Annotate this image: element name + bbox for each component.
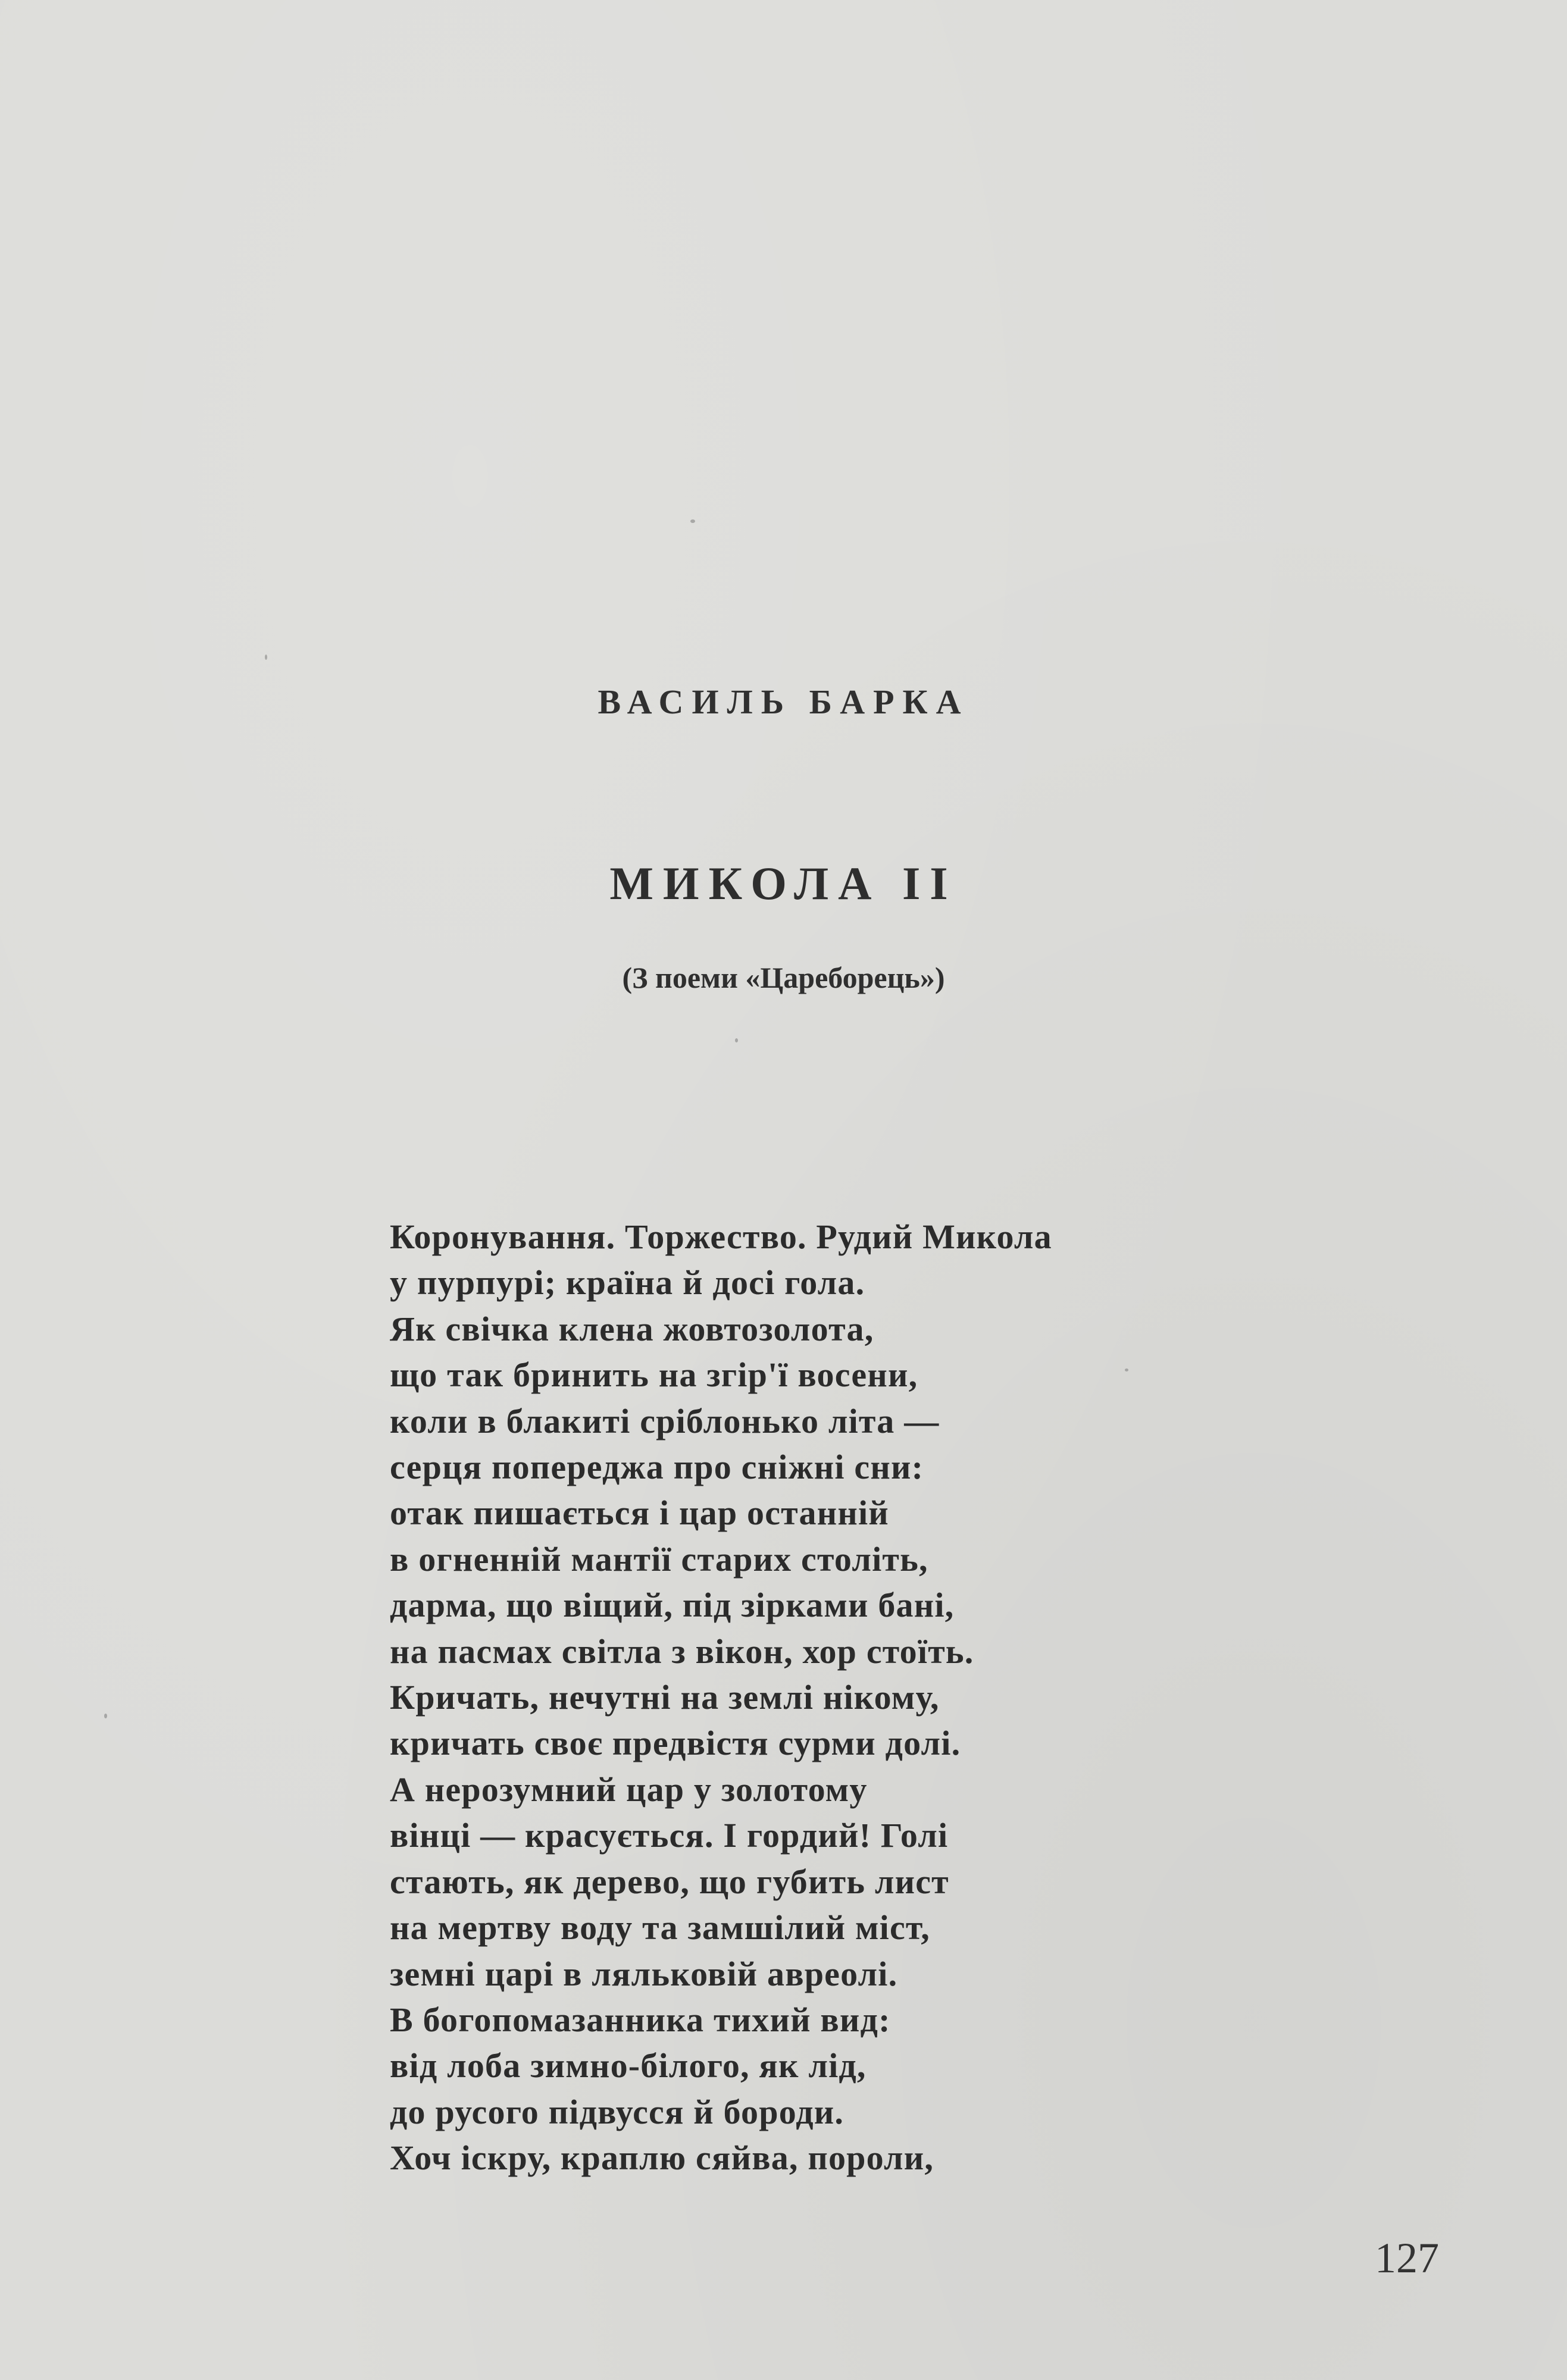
poem-text	[390, 1214, 1283, 2181]
poem-line: А нерозумний цар у золотому	[390, 1770, 868, 1809]
poem-line: вінці — красується. І гордий! Голі	[390, 1816, 949, 1855]
paper-speck	[104, 1714, 107, 1718]
poem-line: коли в блакиті сріблонько літа —	[390, 1401, 940, 1440]
poem-line: Як свічка клена жовтозолота,	[390, 1309, 874, 1348]
poem-line: стають, як дерево, що губить лист	[390, 1862, 949, 1901]
poem-line: Кричать, нечутні на землі нікому,	[390, 1678, 940, 1717]
paper-speck	[690, 519, 695, 523]
poem-line: у пурпурі; країна й досі гола.	[390, 1263, 865, 1302]
poem-line: до русого підвусся й бороди.	[390, 2092, 845, 2131]
paper-speck	[265, 654, 267, 660]
poem-line: отак пишається і цар останній	[390, 1493, 889, 1533]
poem-line: серця попереджа про сніжні сни:	[390, 1448, 924, 1487]
paper-speck	[1125, 1368, 1128, 1371]
poem-line: В богопомазанника тихий вид:	[390, 2000, 891, 2039]
poem-title: МИКОЛА II	[609, 857, 958, 909]
poem-line: Коронування. Торжество. Рудий Микола	[390, 1217, 1052, 1256]
author-name: ВАСИЛЬ БАРКА	[598, 682, 969, 721]
poem-line: земні царі в ляльковій авреолі.	[390, 1954, 898, 1993]
poem-line: Хоч іскру, краплю сяйва, пороли,	[390, 2138, 934, 2178]
poem-line: від лоба зимно-білого, як лід,	[390, 2046, 867, 2085]
poem-line: в огненній мантії старих століть,	[390, 1539, 928, 1579]
poem-line: на мертву воду та замшілий міст,	[390, 1908, 930, 1947]
poem-line: що так бринить на згір'ї восени,	[390, 1355, 918, 1395]
poem-line: дарма, що віщий, під зірками бані,	[390, 1586, 955, 1625]
poem-line: на пасмах світла з вікон, хор стоїть.	[390, 1631, 974, 1671]
paper-speck	[735, 1038, 738, 1042]
page-number: 127	[1375, 2234, 1439, 2282]
poem-subtitle: (З поеми «Цареборець»)	[622, 961, 945, 994]
poem-line: кричать своє предвістя сурми долі.	[390, 1724, 961, 1763]
